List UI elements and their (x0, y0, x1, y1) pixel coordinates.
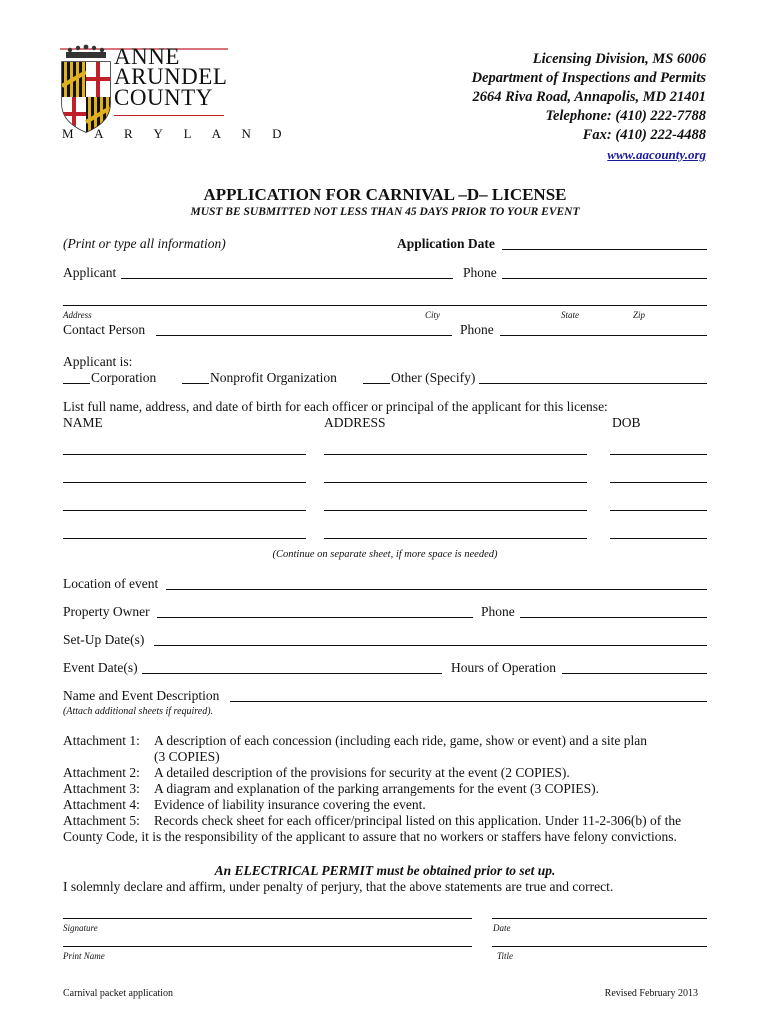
print-name-label: Print Name (63, 951, 105, 961)
applicant-phone-field[interactable] (502, 278, 707, 279)
attachment-5-text: Records check sheet for each officer/principal listed on this application. Under 11-2-306(b) of the (154, 813, 682, 828)
agency-website-link[interactable]: www.aacounty.org (607, 147, 706, 162)
attachment-2-label: Attachment 2: (63, 765, 140, 780)
agency-fax: Fax: (410) 222-4488 (582, 127, 706, 143)
electrical-permit-note: An ELECTRICAL PERMIT must be obtained prior to set up. (214, 863, 556, 878)
property-phone-field[interactable] (520, 617, 707, 618)
applicant-label: Applicant (63, 265, 117, 280)
officer-name-field[interactable] (63, 482, 306, 483)
agency-division: Licensing Division, MS 6006 (532, 51, 706, 67)
title-label: Title (497, 951, 514, 961)
applicant-field[interactable] (121, 278, 453, 279)
hours-label: Hours of Operation (451, 660, 556, 675)
officer-address-field[interactable] (324, 510, 587, 511)
attachment-4-label: Attachment 4: (63, 797, 140, 812)
nonprofit-checkbox[interactable] (182, 383, 209, 384)
attachment-1-text: A description of each concession (including each ride, game, show or event) and a site plan (154, 733, 647, 748)
attachment-5-text-cont: County Code, it is the responsibility of the applicant to assure that no workers or staffers have felony convictions. (63, 829, 677, 844)
contact-phone-field[interactable] (500, 335, 707, 336)
officer-name-field[interactable] (63, 538, 306, 539)
title-field[interactable] (492, 946, 707, 947)
officer-dob-field[interactable] (610, 510, 707, 511)
agency-contact-block (472, 50, 706, 164)
officer-address-field[interactable] (324, 454, 587, 455)
officer-name-field[interactable] (63, 510, 306, 511)
print-note: (Print or type all information) (63, 236, 226, 251)
address-column-header: ADDRESS (324, 415, 386, 430)
setup-dates-label: Set-Up Date(s) (63, 632, 145, 647)
hours-field[interactable] (562, 673, 707, 674)
other-option: Other (Specify) (391, 370, 476, 385)
form-title: APPLICATION FOR CARNIVAL –D– LICENSE (203, 185, 567, 204)
address-field[interactable] (63, 305, 707, 306)
footer-right: Revised February 2013 (604, 988, 698, 999)
agency-address: 2664 Riva Road, Annapolis, MD 21401 (472, 89, 706, 105)
contact-person-label: Contact Person (63, 322, 146, 337)
name-column-header: NAME (63, 415, 103, 430)
officer-name-field[interactable] (63, 454, 306, 455)
corporation-checkbox[interactable] (63, 383, 90, 384)
attachment-3-text: A diagram and explanation of the parking arrangements for the event (3 COPIES). (154, 781, 599, 796)
footer-left: Carnival packet application (63, 988, 173, 999)
logo-line-3: COUNTY (114, 85, 213, 110)
location-label: Location of event (63, 576, 159, 591)
agency-department: Department of Inspections and Permits (471, 70, 706, 86)
attachment-2-text: A detailed description of the provisions for security at the event (2 COPIES). (154, 765, 570, 780)
officers-instruction: List full name, address, and date of birth for each officer or principal of the applicant for this license: (63, 399, 608, 414)
officer-dob-field[interactable] (610, 482, 707, 483)
attachment-3-label: Attachment 3: (63, 781, 140, 796)
application-date-label: Application Date (397, 236, 495, 251)
application-date-field[interactable] (502, 249, 707, 250)
logo-divider (114, 115, 224, 116)
agency-telephone: Telephone: (410) 222-7788 (545, 108, 706, 124)
attachment-1-text-cont: (3 COPIES) (154, 749, 220, 764)
contact-person-field[interactable] (156, 335, 452, 336)
signature-label: Signature (63, 923, 98, 933)
officer-address-field[interactable] (324, 482, 587, 483)
property-owner-field[interactable] (157, 617, 473, 618)
setup-dates-field[interactable] (154, 645, 707, 646)
event-dates-label: Event Date(s) (63, 660, 138, 675)
logo-line-2: ARUNDEL (114, 64, 228, 89)
officer-dob-field[interactable] (610, 454, 707, 455)
event-dates-field[interactable] (142, 673, 442, 674)
event-description-field[interactable] (230, 701, 707, 702)
nonprofit-option: Nonprofit Organization (210, 370, 337, 385)
property-phone-label: Phone (481, 604, 515, 619)
officer-address-field[interactable] (324, 538, 587, 539)
logo-line-4: M A R Y L A N D (62, 126, 291, 141)
applicant-is-label: Applicant is: (63, 354, 133, 369)
location-field[interactable] (166, 589, 707, 590)
property-owner-label: Property Owner (63, 604, 150, 619)
city-label: City (425, 310, 440, 320)
date-label: Date (493, 923, 511, 933)
event-description-label: Name and Event Description (63, 688, 220, 703)
logo-line-1: ANNE (114, 44, 180, 69)
dob-column-header: DOB (612, 415, 641, 430)
address-label: Address (63, 310, 92, 320)
attachment-5-label: Attachment 5: (63, 813, 140, 828)
state-label: State (561, 310, 579, 320)
applicant-phone-label: Phone (463, 265, 497, 280)
print-name-field[interactable] (63, 946, 472, 947)
zip-label: Zip (633, 310, 646, 320)
county-logo (58, 42, 291, 147)
date-field[interactable] (492, 918, 707, 919)
form-subtitle: MUST BE SUBMITTED NOT LESS THAN 45 DAYS PRIOR TO YOUR EVENT (190, 206, 580, 218)
continue-note: (Continue on separate sheet, if more space is needed) (272, 549, 498, 560)
contact-phone-label: Phone (460, 322, 494, 337)
attachment-1-label: Attachment 1: (63, 733, 140, 748)
declaration: I solemnly declare and affirm, under penalty of perjury, that the above statements are true and correct. (63, 879, 614, 894)
attach-note: (Attach additional sheets if required). (63, 706, 214, 717)
corporation-option: Corporation (91, 370, 157, 385)
signature-field[interactable] (63, 918, 472, 919)
attachment-4-text: Evidence of liability insurance covering the event. (154, 797, 426, 812)
officer-dob-field[interactable] (610, 538, 707, 539)
other-checkbox[interactable] (363, 383, 390, 384)
other-specify-field[interactable] (479, 383, 707, 384)
